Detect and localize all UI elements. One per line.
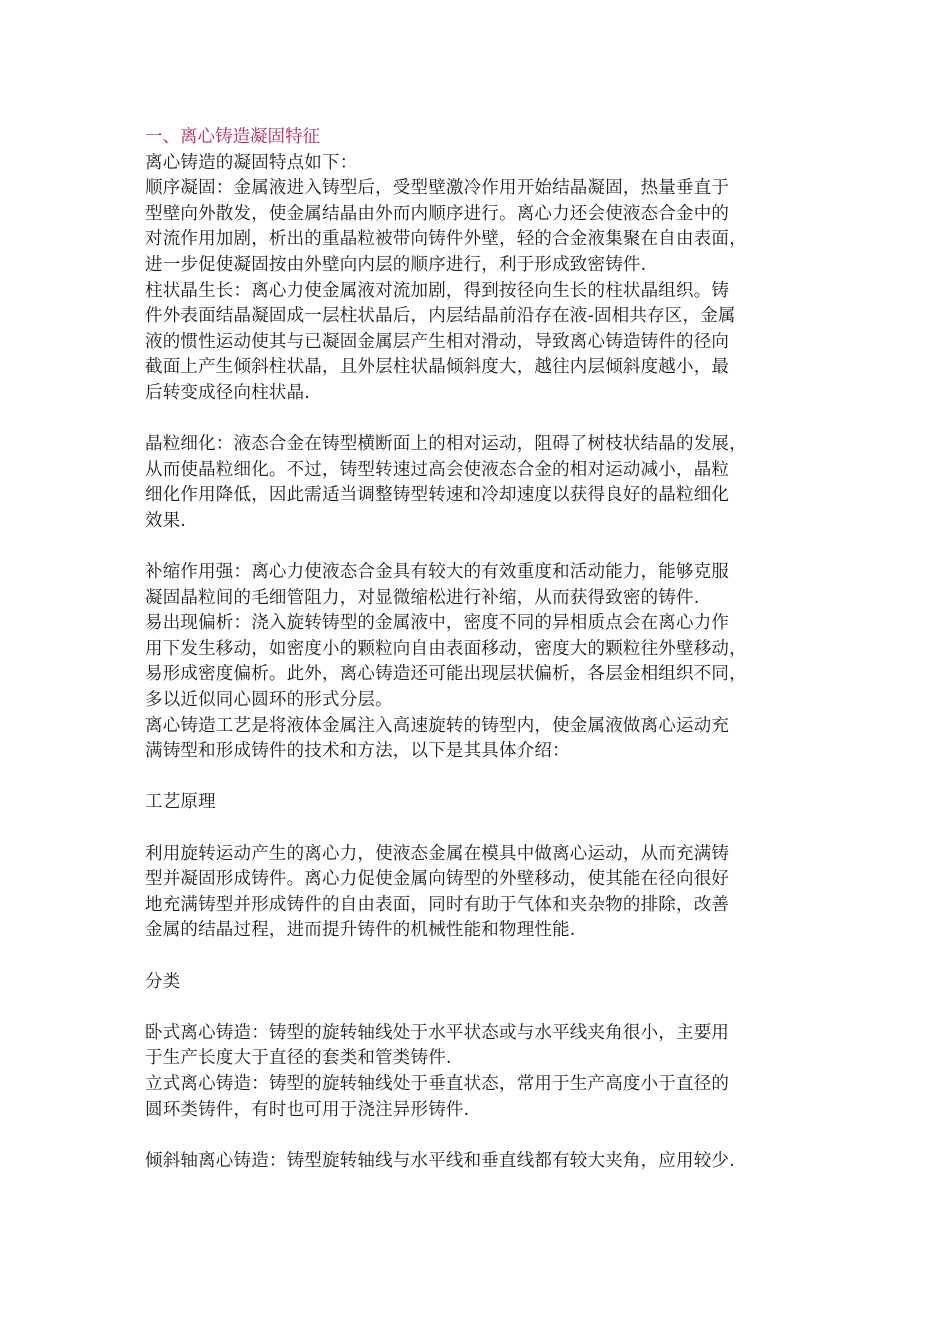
- text-line: 易出现偏析：浇入旋转铸型的金属液中，密度不同的异相质点会在离心力作: [145, 613, 730, 634]
- blank-line: [145, 995, 817, 1021]
- blank-line: [145, 1123, 817, 1149]
- text-line: 后转变成径向柱状晶.: [145, 382, 311, 403]
- blank-line: [145, 944, 817, 970]
- text-line: 圆环类铸件，有时也可用于浇注异形铸件.: [145, 1099, 470, 1120]
- text-line: 柱状晶生长：离心力使金属液对流加剧，得到按径向生长的柱状晶组织。铸: [145, 280, 730, 301]
- text-line: 晶粒细化：液态合金在铸型横断面上的相对运动，阻碍了树枝状结晶的发展，: [145, 434, 747, 455]
- text-line: 金属的结晶过程，进而提升铸件的机械性能和物理性能.: [145, 920, 576, 941]
- text-line: 从而使晶粒细化。不过，铸型转速过高会使液态合金的相对运动减小，晶粒: [145, 459, 730, 480]
- text-line: 补缩作用强：离心力使液态合金具有较大的有效重度和活动能力，能够克服: [145, 562, 730, 583]
- text-line: 截面上产生倾斜柱状晶，且外层柱状晶倾斜度大，越往内层倾斜度越小，最: [145, 357, 730, 378]
- blank-line: [145, 407, 817, 433]
- blank-line: [145, 816, 817, 842]
- text-line: 于生产长度大于直径的套类和管类铸件.: [145, 1048, 452, 1069]
- text-line: 用下发生移动，如密度小的颗粒向自由表面移动，密度大的颗粒往外壁移动，: [145, 638, 747, 659]
- text-line: 顺序凝固：金属液进入铸型后，受型壁激冷作用开始结晶凝固，热量垂直于: [145, 178, 730, 199]
- text-line: 卧式离心铸造：铸型的旋转轴线处于水平状态或与水平线夹角很小，主要用: [145, 1022, 730, 1043]
- text-line: 进一步促使凝固按由外壁向内层的顺序进行，利于形成致密铸件.: [145, 254, 647, 275]
- text-line: 液的惯性运动使其与已凝固金属层产生相对滑动，导致离心铸造铸件的径向: [145, 331, 730, 352]
- text-line: 工艺原理: [145, 792, 216, 813]
- text-line: 效果.: [145, 510, 187, 531]
- text-line: 分类: [145, 971, 181, 992]
- text-line: 多以近似同心圆环的形式分层。: [145, 690, 393, 711]
- text-line: 离心铸造工艺是将液体金属注入高速旋转的铸型内，使金属液做离心运动充: [145, 715, 730, 736]
- text-line: 型并凝固形成铸件。离心力促使金属向铸型的外壁移动，使其能在径向很好: [145, 869, 730, 890]
- text-line: 倾斜轴离心铸造：铸型旋转轴线与水平线和垂直线都有较大夹角，应用较少.: [145, 1150, 735, 1171]
- document-page: [145, 125, 817, 1174]
- text-line: 离心铸造的凝固特点如下：: [145, 152, 358, 173]
- text-line: 地充满铸型并形成铸件的自由表面，同时有助于气体和夹杂物的排除，改善: [145, 894, 730, 915]
- section-heading: 一、离心铸造凝固特征: [145, 127, 320, 147]
- text-line: 凝固晶粒间的毛细管阻力，对显微缩松进行补缩，从而获得致密的铸件.: [145, 587, 700, 608]
- document-body: [145, 151, 817, 1175]
- text-line: 易形成密度偏析。此外，离心铸造还可能出现层状偏析，各层金相组织不同，: [145, 664, 747, 685]
- text-line: 对流作用加剧，析出的重晶粒被带向铸件外壁，轻的合金液集聚在自由表面，: [145, 229, 747, 250]
- blank-line: [145, 535, 817, 561]
- text-line: 件外表面结晶凝固成一层柱状晶后，内层结晶前沿存在液-固相共存区，金属: [145, 306, 736, 327]
- blank-line: [145, 765, 817, 791]
- text-line: 满铸型和形成铸件的技术和方法，以下是其具体介绍：: [145, 741, 570, 762]
- text-line: 利用旋转运动产生的离心力，使液态金属在模具中做离心运动，从而充满铸: [145, 843, 730, 864]
- text-line: 立式离心铸造：铸型的旋转轴线处于垂直状态，常用于生产高度小于直径的: [145, 1073, 730, 1094]
- text-line: 型壁向外散发，使金属结晶由外而内顺序进行。离心力还会使液态合金中的: [145, 203, 730, 224]
- text-line: 细化作用降低，因此需适当调整铸型转速和冷却速度以获得良好的晶粒细化: [145, 485, 730, 506]
